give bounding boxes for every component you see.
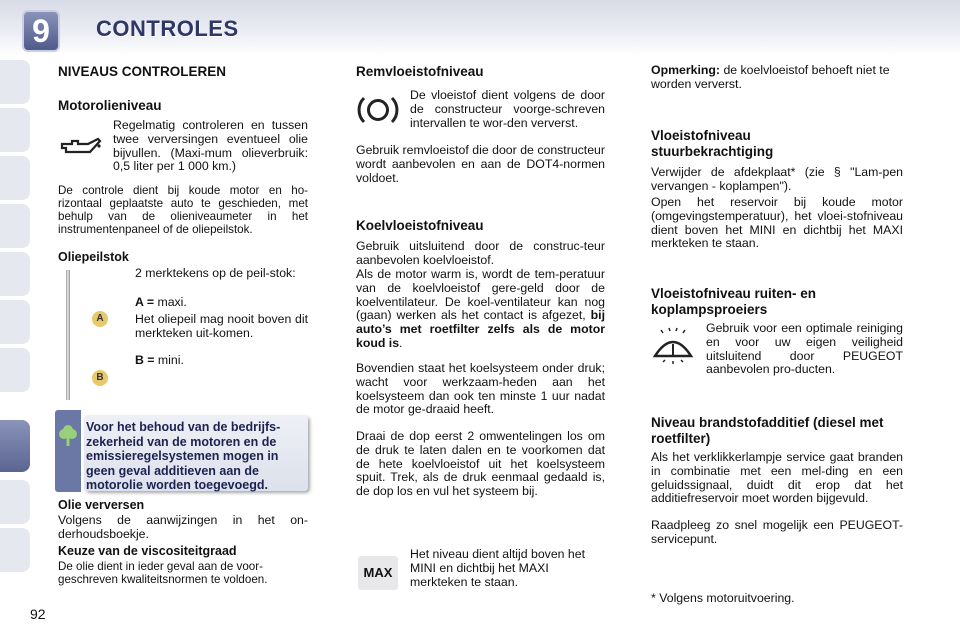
coolant-title: Koelvloeistofniveau [356, 218, 484, 233]
brake-paragraph-1: De vloeistof dient volgens de door de constructeur voorge-schreven intervallen te wor-den ververst. [410, 88, 605, 130]
dipstick-paragraph-1: 2 merktekens op de peil-stok: [135, 266, 296, 280]
washer-icon [651, 326, 695, 366]
oil-can-icon [58, 134, 102, 160]
additive-paragraph-1: Als het verklikkerlampje service gaat branden in combinatie met een mel-ding en een geluidssignaal, duidt dit erop dat het additiefreservoir moet worden bijgevuld. [651, 450, 903, 506]
note-text: de koelvloeistof behoeft niet te worden ververst. [651, 63, 890, 91]
steering-paragraph-1: Verwijder de afdekplaat* (zie § "Lam-pen vervangen - koplampen"). [651, 165, 903, 193]
side-tab-2[interactable] [0, 108, 30, 152]
note-label: Opmerking: [651, 63, 721, 77]
max-paragraph: Het niveau dient altijd boven het MINI en dichtbij het MAXI merkteken te staan. [410, 547, 586, 589]
note-paragraph [651, 64, 903, 92]
engine-oil-paragraph-1: Regelmatig controleren en tussen twee verversingen eventueel olie bijvullen. (Maxi-mum olieverbruik: 0,5 liter per 1 000 km.) [113, 118, 308, 174]
footnote: * Volgens motoruitvoering. [651, 591, 795, 605]
brake-paragraph-2: Gebruik remvloeistof die door de constructeur wordt aanbevolen en aan de DOT4-normen voldoet. [356, 143, 605, 185]
side-tab-3[interactable] [0, 156, 30, 200]
side-tab-6[interactable] [0, 300, 30, 344]
washer-title: Vloeistofniveau ruiten- en koplampsproeiers [651, 286, 817, 317]
dipstick-title: Oliepeilstok [58, 250, 129, 264]
engine-oil-paragraph-2: De controle dient bij koude motor en ho-rizontaal geplaatste auto te geschieden, met behulp van de olieniveaumeter in het instrumentenpaneel of de oliepeilstok. [58, 184, 308, 236]
dipstick-paragraph-2: Het oliepeil mag nooit boven dit merkteken uit-komen. [135, 312, 308, 340]
coolant-paragraph-3: Bovendien staat het koelsysteem onder druk; wacht voor werkzaam-heden aan het koelsysteem dan ook ten minste 1 uur nadat de motor ge-draaid heeft. [356, 361, 605, 417]
max-level-icon: MAX [358, 556, 398, 590]
brake-title: Remvloeistofniveau [356, 64, 484, 79]
viscosity-paragraph: De olie dient in ieder geval aan de voor-geschreven kwaliteitsnormen te voldoen. [58, 560, 268, 586]
mark-b-value: mini. [157, 353, 184, 367]
steering-paragraph-2: Open het reservoir bij koude motor (omgevingstemperatuur), het vloei-stofniveau dient boven het MINI en dichtbij het MAXI merkteken te staan. [651, 195, 903, 251]
section-heading: NIVEAUS CONTROLEREN [58, 64, 227, 79]
oil-change-title: Olie verversen [58, 498, 145, 512]
oil-change-paragraph: Volgens de aanwijzingen in het on-derhoudsboekje. [58, 513, 308, 541]
page-number: 92 [30, 606, 46, 622]
steering-title: Vloeistofniveau stuurbekrachtiging [651, 128, 774, 159]
side-tab-10[interactable] [0, 528, 30, 572]
dipstick-mark-a: A [92, 311, 108, 327]
mark-a-line [135, 296, 308, 310]
side-tab-9[interactable] [0, 480, 30, 524]
viscosity-title: Keuze van de viscositeitgraad [58, 544, 237, 558]
mark-a-value: maxi. [157, 295, 187, 309]
side-tab-1[interactable] [0, 60, 30, 104]
chapter-number-badge: 9 [22, 10, 60, 52]
coolant-paragraph-4: Draai de dop eerst 2 omwentelingen los om de druk te laten dalen en te voorkomen dat de hete koelvloeistof uit het koelsysteem spuit. Trek, als de druk eenmaal gedaald is, de dop los en vul het systeem bij. [356, 429, 605, 499]
coolant-p2-start: Als de motor warm is, wordt de tem-peratuur van de koelvloeistof gere-geld door de koelventilateur. De koel-ventilateur kan nog (gaan) werken als het contact is afgezet, [356, 267, 605, 323]
mark-b-label: B = [135, 353, 155, 367]
notice-text: Voor het behoud van de bedrijfs-zekerheid van de motoren en de emissieregelsystemen mogen in geen geval additieven aan de motorolie worden toegevoegd. [86, 420, 281, 492]
coolant-p2-bold: bij auto’s met roetfilter zelfs als de motor koud is [356, 308, 606, 350]
side-tab-7[interactable] [0, 348, 30, 392]
side-tab-5[interactable] [0, 252, 30, 296]
additive-paragraph-2: Raadpleeg zo snel mogelijk een PEUGEOT-servicepunt. [651, 518, 903, 546]
dipstick-image [66, 270, 70, 400]
engine-oil-title: Motorolieniveau [58, 98, 162, 113]
coolant-p2-end: . [399, 335, 403, 350]
coolant-paragraph-1: Gebruik uitsluitend door de construc-teur aanbevolen koelvloeistof. [356, 239, 605, 267]
dipstick-mark-b: B [92, 370, 108, 386]
notice-strip [55, 410, 81, 492]
mark-b-line [135, 354, 308, 368]
coolant-paragraph-2 [356, 268, 605, 351]
notice-tree-icon [55, 424, 81, 450]
side-tab-4[interactable] [0, 204, 30, 248]
side-tab-active[interactable] [0, 420, 30, 472]
brake-warning-icon [356, 92, 400, 128]
washer-paragraph: Gebruik voor een optimale reiniging en voor uw eigen veiligheid uitsluitend door PEUGEOT aanbevolen pro-ducten. [706, 321, 903, 377]
chapter-title: CONTROLES [96, 16, 239, 41]
additive-title: Niveau brandstofadditief (diesel met roetfilter) [651, 415, 884, 446]
mark-a-label: A = [135, 295, 155, 309]
